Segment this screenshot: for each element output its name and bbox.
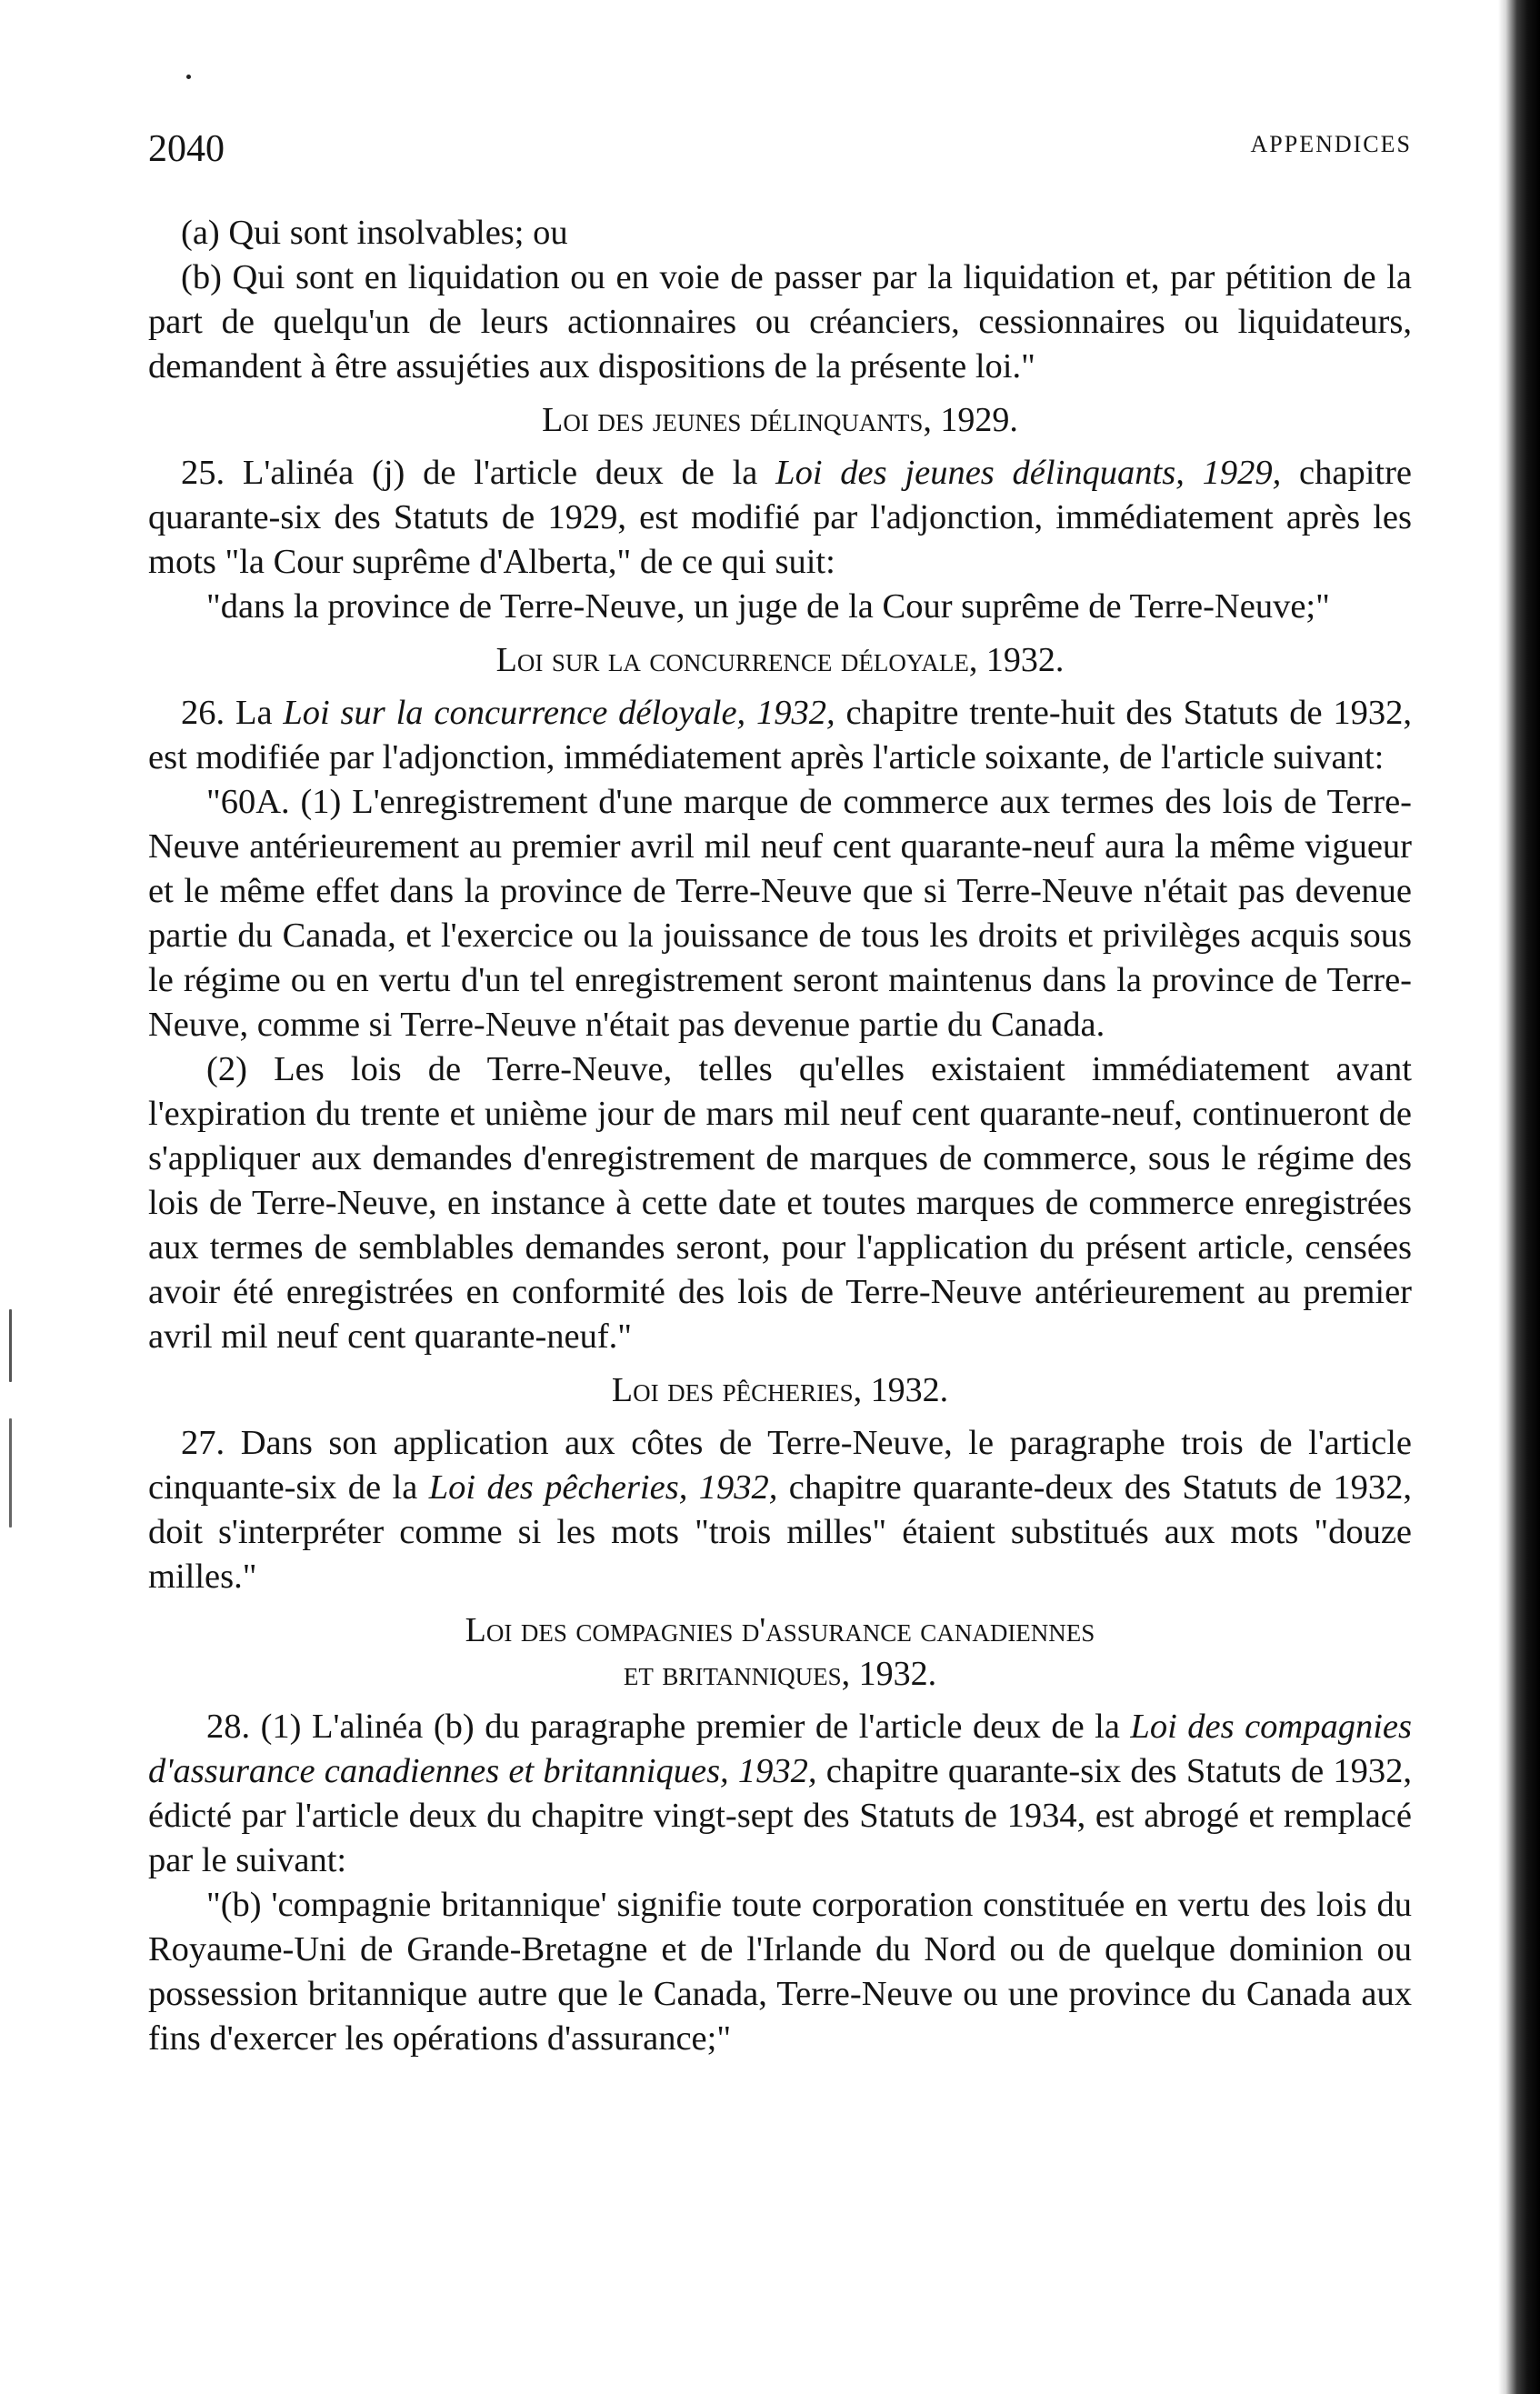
item-a: (a) Qui sont insolvables; ou [181,214,568,252]
section-25-text-cont: chapitre quarante-six des Statuts de 1929, est modifié par l'adjonction, immédiatement après les mots "la Cour suprême d'Alberta," de ce qui suit: [148,454,1412,581]
section-27-text: 27. Dans son application aux côtes de Terre-Neuve, le paragraphe trois de l'article cinquante-six de la [148,1424,1412,1507]
page-number: 2040 [148,128,225,170]
section-60a-subsection-2: (2) Les lois de Terre-Neuve, telles qu'elles existaient immédiatement avant l'expiration du trente et unième jour de mars mil neuf cent quarante-neuf, continueront de s'appliquer aux demandes d'enregistrement de marques de commerce, sous le régime des lois de Terre-Neuve, en instance à cette date et toutes marques de commerce enregistrées aux termes de semblables demandes seront, pour l'application du présent article, censées avoir été enregistrées en conformité des lois de Terre-Neuve antérieurement au premier avril mil neuf cent quarante-neuf." [148,1050,1412,1356]
page-header [148,127,1412,182]
section-27-text-cont: chapitre quarante-deux des Statuts de 1932, doit s'interpréter comme si les mots "trois milles" étaient substitués aux mots "douze milles." [148,1468,1413,1596]
section-26 [148,691,1412,780]
section-heading-concurrence-deloyale: Loi sur la concurrence déloyale, 1932. [495,641,1065,679]
section-60a-subsection-1: "60A. (1) L'enregistrement d'une marque de commerce aux termes des lois de Terre-Neuve antérieurement au premier avril mil neuf cent quarante-neuf aura la même vigueur et le même effet dans la province de Terre-Neuve que si Terre-Neuve n'était pas devenue partie du Canada, et l'exercice ou la jouissance de tous les droits et privilèges acquis sous le régime ou en vertu d'un tel enregistrement seront maintenus dans la province de Terre-Neuve, comme si Terre-Neuve n'était pas devenue partie du Canada. [148,783,1412,1044]
scan-speck [9,1418,12,1528]
section-25 [148,451,1412,585]
section-25-act-title: Loi des jeunes délinquants, 1929, [775,454,1282,492]
section-25-text: 25. L'alinéa (j) de l'article deux de la [181,454,776,492]
section-28-text-cont: chapitre quarante-six des Statuts de 1932, édicté par l'article deux du chapitre vingt-sept des Statuts de 1934, est abrogé et remplacé par le suivant: [148,1752,1413,1879]
scan-shadow-edge [1498,0,1540,2394]
running-head: APPENDICES [1250,131,1412,157]
section-28-text: 28. (1) L'alinéa (b) du paragraphe premier de l'article deux de la [206,1708,1131,1746]
heading-line-1: Loi des compagnies d'assurance canadiennes [465,1611,1095,1649]
section-26-text-cont: chapitre trente-huit des Statuts de 1932, est modifiée par l'adjonction, immédiatement après l'article soixante, de l'article suivant: [148,694,1412,776]
section-28 [148,1705,1412,1883]
section-27 [148,1421,1412,1599]
section-27-act-title: Loi des pêcheries, 1932, [428,1468,778,1507]
heading-line-2: et britanniques, 1932. [623,1655,937,1693]
section-28-quote: "(b) 'compagnie britannique' signifie toute corporation constituée en vertu des lois du Royaume-Uni de Grande-Bretagne et de l'Irlande du Nord ou de quelque dominion ou possession britannique autre que le Canada, Terre-Neuve ou une province du Canada aux fins d'exercer les opérations d'assurance;" [148,1886,1412,2058]
page-body [148,211,1412,2061]
section-heading-pecheries: Loi des pêcheries, 1932. [611,1371,949,1409]
item-b: (b) Qui sont en liquidation ou en voie de passer par la liquidation et, par pétition de la part de quelqu'un de leurs actionnaires ou créanciers, cessionnaires ou liquidateurs, demandent à être assujéties aux dispositions de la présente loi." [148,258,1412,386]
section-26-text: 26. La [181,694,284,732]
section-heading-jeunes-delinquants: Loi des jeunes délinquants, 1929. [542,401,1018,439]
scan-speck [186,75,191,79]
scan-speck [9,1309,12,1382]
section-28-act-title: Loi des compagnies d'assurance canadiennes et britanniques, 1932, [148,1708,1412,1790]
section-heading-compagnies-assurance [148,1608,1412,1696]
section-26-act-title: Loi sur la concurrence déloyale, 1932, [283,694,835,732]
section-25-quote: "dans la province de Terre-Neuve, un juge de la Cour suprême de Terre-Neuve;" [206,587,1330,626]
